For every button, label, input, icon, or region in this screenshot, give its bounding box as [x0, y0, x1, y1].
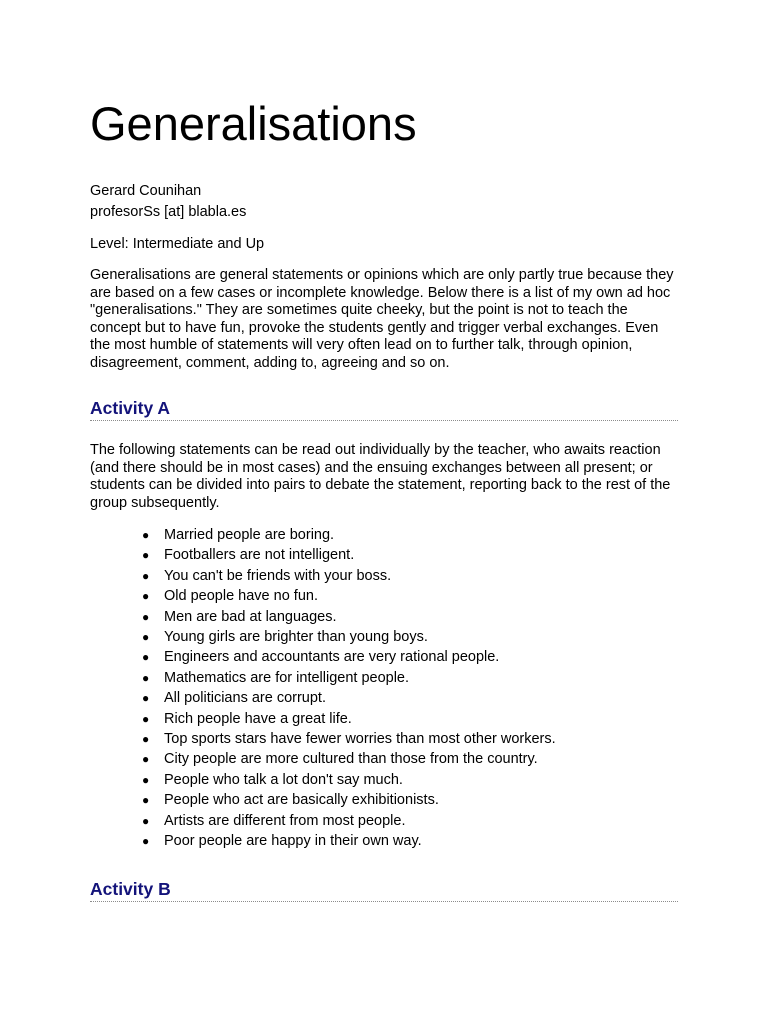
- bullet-icon: ●: [142, 528, 150, 542]
- list-item-text: Young girls are brighter than young boys.: [164, 629, 428, 646]
- list-item-text: People who act are basically exhibitionists.: [164, 792, 439, 809]
- intro-paragraph: Generalisations are general statements or opinions which are only partly true because they are based on a few cases or incomplete knowledge. Below there is a list of my own ad hoc "generalisations." They are sometimes quite cheeky, but the point is not to teach the concept but to have fun, provoke the students gently and trigger verbal exchanges. Even the most humble of statements will very often lead on to further talk, through opinion, disagreement, comment, adding to, agreeing and so on.: [90, 267, 674, 371]
- document-title: Generalisations: [90, 97, 417, 150]
- statement-list: [90, 525, 556, 852]
- level-line: Level: Intermediate and Up: [90, 236, 265, 252]
- activity-a-description: The following statements can be read out individually by the teacher, who awaits reaction (and there should be in most cases) and the ensuing exchanges between all present; or students can be divided into pairs to debate the statement, reporting back to the rest of the group subsequently.: [90, 442, 671, 511]
- list-item-text: Footballers are not intelligent.: [164, 547, 355, 564]
- activity-b-heading: Activity B: [90, 878, 678, 902]
- list-item-text: You can't be friends with your boss.: [164, 567, 392, 584]
- list-item-text: Engineers and accountants are very rational people.: [164, 649, 500, 666]
- bullet-icon: ●: [142, 670, 150, 685]
- list-item: [90, 749, 556, 769]
- list-item: [90, 688, 556, 708]
- author-email: profesorSs [at] blabla.es: [90, 204, 247, 220]
- list-item: [90, 607, 556, 627]
- bullet-icon: ●: [142, 772, 150, 787]
- list-item-text: Artists are different from most people.: [164, 812, 406, 829]
- list-item: [90, 627, 556, 647]
- activity-a-heading: Activity A: [90, 397, 678, 421]
- bullet-icon: ●: [142, 752, 150, 767]
- list-item: [90, 729, 556, 749]
- bullet-icon: ●: [142, 609, 150, 624]
- bullet-icon: ●: [142, 834, 150, 849]
- list-item-text: Married people are boring.: [164, 527, 335, 543]
- bullet-icon: ●: [142, 793, 150, 808]
- bullet-icon: ●: [142, 691, 150, 706]
- list-item-text: All politicians are corrupt.: [164, 690, 326, 707]
- list-item-text: Old people have no fun.: [164, 588, 318, 605]
- bullet-icon: ●: [142, 711, 150, 726]
- list-item-text: People who talk a lot don't say much.: [164, 771, 403, 788]
- bullet-icon: ●: [142, 650, 150, 665]
- list-item: [90, 545, 556, 565]
- list-item: [90, 709, 556, 729]
- list-item: [90, 525, 556, 545]
- list-item: [90, 586, 556, 606]
- bullet-icon: ●: [142, 813, 150, 828]
- list-item: [90, 647, 556, 667]
- list-item-text: City people are more cultured than those from the country.: [164, 751, 538, 768]
- bullet-icon: ●: [142, 732, 150, 747]
- list-item: [90, 811, 556, 831]
- list-item-text: Men are bad at languages.: [164, 608, 337, 625]
- list-item: [90, 668, 556, 688]
- bullet-icon: ●: [142, 568, 150, 583]
- bullet-icon: ●: [142, 548, 150, 563]
- bullet-icon: ●: [142, 630, 150, 645]
- list-item: [90, 831, 556, 851]
- list-item: [90, 566, 556, 586]
- list-item-text: Rich people have a great life.: [164, 710, 352, 727]
- author-block: [90, 181, 246, 223]
- author-name: Gerard Counihan: [90, 183, 202, 199]
- list-item: [90, 770, 556, 790]
- list-item: [90, 790, 556, 810]
- list-item-text: Poor people are happy in their own way.: [164, 833, 422, 850]
- list-item-text: Mathematics are for intelligent people.: [164, 669, 410, 686]
- bullet-icon: ●: [142, 589, 150, 604]
- list-item-text: Top sports stars have fewer worries than most other workers.: [164, 731, 556, 748]
